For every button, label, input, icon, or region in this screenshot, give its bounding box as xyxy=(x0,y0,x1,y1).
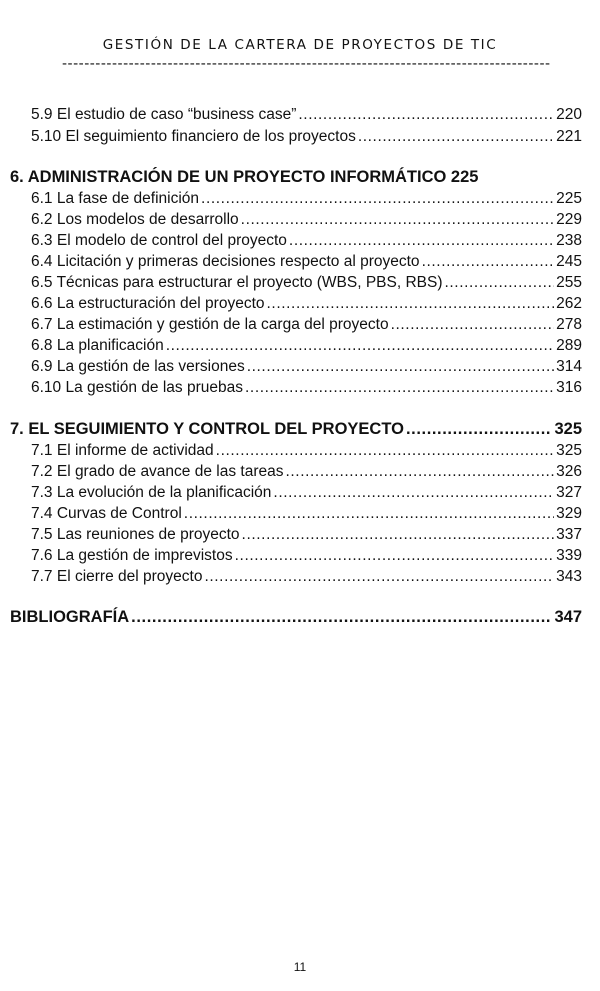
dot-leader xyxy=(184,504,554,524)
toc-entry-page: 278 xyxy=(556,316,582,333)
toc-bibliography-title: BIBLIOGRAFÍA xyxy=(10,608,130,626)
page-number: 11 xyxy=(293,960,307,974)
toc-entry-label: 6.6 La estructuración del proyecto xyxy=(31,295,265,312)
toc-entry-7-4[interactable] xyxy=(31,504,582,524)
toc-entry-label: 5.9 El estudio de caso “business case” xyxy=(31,106,297,123)
dot-leader xyxy=(131,607,552,627)
toc-entry-7-2[interactable] xyxy=(31,462,582,482)
running-header: GESTIÓN DE LA CARTERA DE PROYECTOS DE TIC xyxy=(102,37,498,53)
dot-leader xyxy=(247,357,554,377)
toc-entry-page: 255 xyxy=(556,274,582,291)
toc-entry-label: 6.4 Licitación y primeras decisiones respecto al proyecto xyxy=(31,253,420,270)
dot-leader xyxy=(235,546,555,566)
toc-entry-7-6[interactable] xyxy=(31,546,582,566)
toc-entry-page: 326 xyxy=(556,463,582,480)
dot-leader xyxy=(422,252,555,272)
dot-leader xyxy=(216,441,554,461)
toc-entry-page: 327 xyxy=(556,484,582,501)
toc-entry-5-9[interactable] xyxy=(31,105,582,125)
toc-entry-page: 220 xyxy=(556,106,582,123)
toc-entry-6-7[interactable] xyxy=(31,315,582,335)
toc-entry-6-10[interactable] xyxy=(31,378,582,398)
toc-entry-7-1[interactable] xyxy=(31,441,582,461)
toc-entry-label: 6.8 La planificación xyxy=(31,337,164,354)
toc-entry-7-3[interactable] xyxy=(31,483,582,503)
dot-leader xyxy=(201,189,554,209)
toc-entry-page: 225 xyxy=(556,190,582,207)
toc-chapter-6-heading[interactable]: 6. ADMINISTRACIÓN DE UN PROYECTO INFORMÁTICO 225 xyxy=(10,168,479,186)
dot-leader xyxy=(289,231,554,251)
toc-entry-label: 5.10 El seguimiento financiero de los proyectos xyxy=(31,128,356,145)
toc-entry-6-5[interactable] xyxy=(31,273,582,293)
toc-entry-label: 6.1 La fase de definición xyxy=(31,190,200,207)
toc-entry-page: 343 xyxy=(556,568,582,585)
toc-entry-label: 6.7 La estimación y gestión de la carga del proyecto xyxy=(31,316,389,333)
toc-entry-page: 238 xyxy=(556,232,582,249)
toc-entry-label: 7.1 El informe de actividad xyxy=(31,442,214,459)
toc-entry-label: 6.5 Técnicas para estructurar el proyecto (WBS, PBS, RBS) xyxy=(31,274,443,291)
toc-entry-6-9[interactable] xyxy=(31,357,582,377)
toc-entry-page: 314 xyxy=(556,358,582,375)
toc-entry-label: 6.9 La gestión de las versiones xyxy=(31,358,245,375)
dot-leader xyxy=(267,294,555,314)
toc-entry-label: 6.10 La gestión de las pruebas xyxy=(31,379,243,396)
dot-leader xyxy=(406,419,553,439)
header-dashed-rule: ---------------------------------------------------------------------------------------- xyxy=(62,56,551,72)
dot-leader xyxy=(298,105,554,125)
toc-entry-6-6[interactable] xyxy=(31,294,582,314)
toc-chapter-7-heading[interactable] xyxy=(10,419,582,439)
dot-leader xyxy=(391,315,555,335)
toc-entry-label: 7.6 La gestión de imprevistos xyxy=(31,547,233,564)
toc-entry-page: 339 xyxy=(556,547,582,564)
dot-leader xyxy=(241,210,554,230)
toc-bibliography-page: 347 xyxy=(554,608,582,626)
dot-leader xyxy=(273,483,554,503)
toc-entry-page: 229 xyxy=(556,211,582,228)
toc-entry-7-5[interactable] xyxy=(31,525,582,545)
toc-entry-page: 316 xyxy=(556,379,582,396)
toc-chapter-title: 7. EL SEGUIMIENTO Y CONTROL DEL PROYECTO xyxy=(10,420,404,438)
toc-entry-6-2[interactable] xyxy=(31,210,582,230)
dot-leader xyxy=(285,462,554,482)
toc-entry-label: 7.3 La evolución de la planificación xyxy=(31,484,272,501)
toc-entry-7-7[interactable] xyxy=(31,567,582,587)
toc-entry-6-4[interactable] xyxy=(31,252,582,272)
toc-bibliography[interactable] xyxy=(10,607,582,627)
toc-entry-page: 329 xyxy=(556,505,582,522)
dot-leader xyxy=(358,127,554,147)
toc-entry-label: 7.7 El cierre del proyecto xyxy=(31,568,203,585)
dot-leader xyxy=(444,273,554,293)
toc-entry-6-3[interactable] xyxy=(31,231,582,251)
toc-entry-6-1[interactable] xyxy=(31,189,582,209)
toc-entry-label: 6.3 El modelo de control del proyecto xyxy=(31,232,287,249)
toc-entry-page: 245 xyxy=(556,253,582,270)
toc-entry-label: 6.2 Los modelos de desarrollo xyxy=(31,211,239,228)
dot-leader xyxy=(242,525,555,545)
toc-entry-page: 325 xyxy=(556,442,582,459)
dot-leader xyxy=(166,336,554,356)
toc-entry-page: 262 xyxy=(556,295,582,312)
dot-leader xyxy=(204,567,554,587)
toc-entry-5-10[interactable] xyxy=(31,127,582,147)
dot-leader xyxy=(245,378,554,398)
toc-entry-label: 7.4 Curvas de Control xyxy=(31,505,182,522)
toc-entry-page: 337 xyxy=(556,526,582,543)
toc-entry-page: 221 xyxy=(556,128,582,145)
toc-chapter-page: 325 xyxy=(554,420,582,438)
toc-entry-label: 7.2 El grado de avance de las tareas xyxy=(31,463,284,480)
toc-entry-label: 7.5 Las reuniones de proyecto xyxy=(31,526,240,543)
toc-entry-6-8[interactable] xyxy=(31,336,582,356)
toc-entry-page: 289 xyxy=(556,337,582,354)
